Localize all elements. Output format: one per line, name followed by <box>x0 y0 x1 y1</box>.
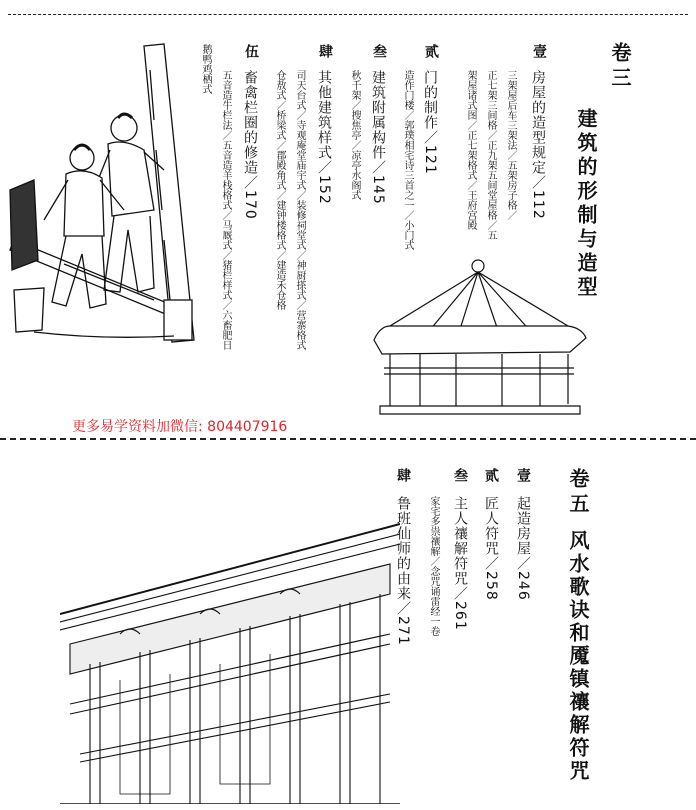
page-number: 170 <box>242 190 258 220</box>
section-subitems: 仓敖式／桥梁式／郡殿角式／建钟楼格式／建造禾仓格 <box>274 70 285 310</box>
pavilion-illustration <box>360 256 590 416</box>
section-title: 主人禳解符咒／261 <box>452 496 468 631</box>
section-subitems: 秋千架／搜焦亭／凉亭水阁式 <box>349 70 360 200</box>
craftsmen-illustration <box>4 40 204 350</box>
page-number: 246 <box>515 571 531 601</box>
page-number: 271 <box>395 616 411 646</box>
page-number: 152 <box>316 175 332 205</box>
hall-illustration <box>60 504 400 804</box>
section-subitems: 司天台式／寺观庵堂庙宇式／装修祠堂式／神厨搽式／营寨格式 <box>294 70 305 350</box>
section-number: 叁 <box>371 44 387 58</box>
volume-title: 建筑的形制与造型 <box>574 108 598 300</box>
section-number: 壹 <box>515 468 531 482</box>
volume-label: 卷五 <box>566 468 590 518</box>
section-subitems: 五音造牛栏法／五音造羊栈格式／马厩式／猪栏样式／六畜肥日 <box>220 70 231 350</box>
page-divider <box>0 438 696 440</box>
bottom-page <box>0 444 696 810</box>
section-subitems: 家宅多祟禳解／念咒诵雷经一卷 <box>428 496 439 636</box>
section-title: 起造房屋／246 <box>515 496 531 601</box>
page-number: 145 <box>370 175 386 205</box>
section-title: 畜禽栏圈的修造／170 <box>242 70 258 220</box>
section-title: 门的制作／121 <box>422 70 438 175</box>
section-subitems: 三架屋后车三架法／五架房子格／ <box>505 70 516 220</box>
section-subitems: 鹅鸭鸡栖式 <box>200 44 211 94</box>
section-number: 叁 <box>452 468 468 482</box>
volume-label: 卷三 <box>608 42 632 92</box>
section-subitems: 架屋诸式图／正七架格式／王府宫殿 <box>465 70 476 230</box>
page-number: 261 <box>452 601 468 631</box>
page-number: 112 <box>530 190 546 220</box>
section-number: 壹 <box>531 44 547 58</box>
page-number: 258 <box>483 571 499 601</box>
section-title: 其他建筑样式／152 <box>316 70 332 205</box>
section-title: 匠人符咒／258 <box>483 496 499 601</box>
watermark-text: 更多易学资料加微信: 804407916 <box>72 419 288 435</box>
section-number: 肆 <box>395 468 411 482</box>
section-subitems: 造作门楼／郭璞相宅诗三首之一／小门式 <box>402 70 413 250</box>
page-number: 121 <box>422 145 438 175</box>
section-title: 房屋的造型规定／112 <box>530 70 546 220</box>
section-number: 贰 <box>483 468 499 482</box>
volume-title: 风水歌诀和魇镇禳解符咒 <box>566 530 590 783</box>
section-number: 贰 <box>423 44 439 58</box>
section-title: 建筑附属构件／145 <box>370 70 386 205</box>
section-subitems: 正七架三间格／正九架五间堂屋格／五 <box>485 70 496 240</box>
section-number: 肆 <box>317 44 333 58</box>
section-number: 伍 <box>243 44 259 58</box>
page-top-border <box>8 14 688 15</box>
section-title: 鲁班仙师的由来／271 <box>395 496 411 646</box>
